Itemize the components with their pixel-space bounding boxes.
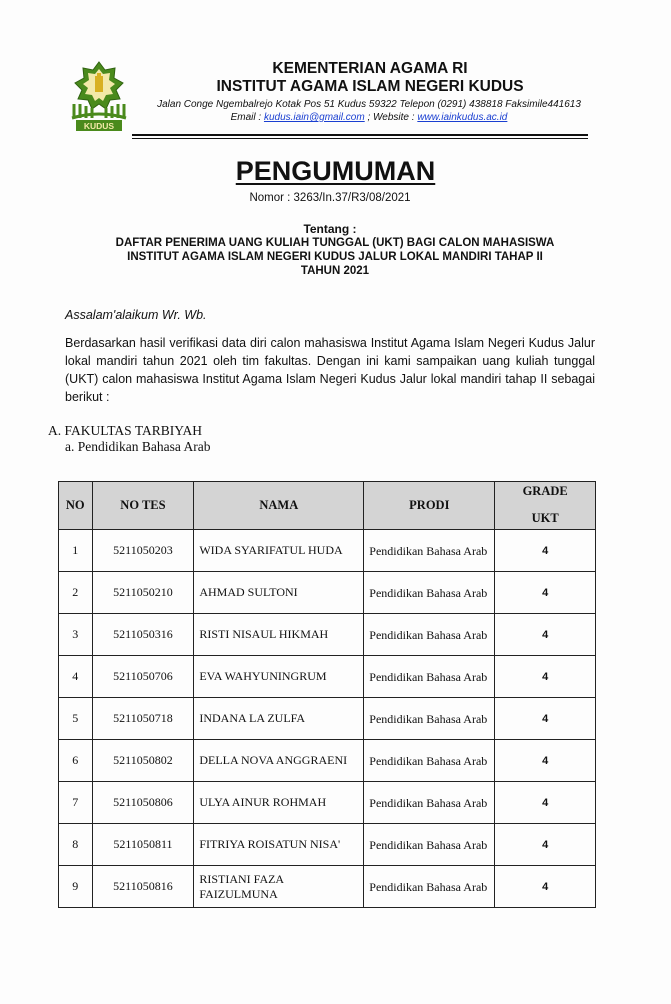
email-link[interactable]: kudus.iain@gmail.com — [263, 112, 365, 123]
address-line: Jalan Conge Ngembalrejo Kotak Pos 51 Kudus 59322 Telepon (0291) 438818 Faksimile441613 — [157, 99, 581, 110]
table-header-row — [59, 482, 596, 530]
subject-text — [40, 236, 630, 278]
table-row — [59, 614, 596, 656]
cell-no: 1 — [59, 530, 93, 572]
iain-kudus-logo — [66, 60, 132, 132]
cell-no-tes: 5211050811 — [92, 824, 194, 866]
cell-grade: 4 — [495, 824, 596, 866]
cell-nama: RISTI NISAUL HIKMAH — [194, 614, 364, 656]
cell-prodi: Pendidikan Bahasa Arab — [364, 782, 495, 824]
cell-nama: EVA WAHYUNINGRUM — [194, 656, 364, 698]
cell-no-tes: 5211050210 — [92, 572, 194, 614]
contact-line — [134, 112, 604, 123]
org-line-ministry: KEMENTERIAN AGAMA RI — [272, 60, 468, 77]
cell-no: 9 — [59, 866, 93, 908]
cell-no-tes: 5211050806 — [92, 782, 194, 824]
cell-nama: AHMAD SULTONI — [194, 572, 364, 614]
cell-prodi: Pendidikan Bahasa Arab — [364, 698, 495, 740]
col-header-nama: NAMA — [194, 482, 364, 530]
cell-no: 2 — [59, 572, 93, 614]
col-header-prodi: PRODI — [364, 482, 495, 530]
col-header-grade — [495, 482, 596, 530]
cell-no-tes: 5211050316 — [92, 614, 194, 656]
website-label: ; Website : — [364, 112, 418, 123]
table-row — [59, 530, 596, 572]
cell-prodi: Pendidikan Bahasa Arab — [364, 656, 495, 698]
document-number: Nomor : 3263/In.37/R3/08/2021 — [249, 192, 411, 204]
letterhead-rule-thin — [132, 138, 588, 139]
letterhead-rule — [132, 134, 588, 136]
website-link[interactable]: www.iainkudus.ac.id — [417, 112, 508, 123]
cell-grade: 4 — [495, 572, 596, 614]
table-row — [59, 656, 596, 698]
cell-prodi: Pendidikan Bahasa Arab — [364, 614, 495, 656]
svg-text:KUDUS: KUDUS — [83, 121, 115, 131]
cell-prodi: Pendidikan Bahasa Arab — [364, 866, 495, 908]
cell-grade: 4 — [495, 614, 596, 656]
intro-paragraph: Berdasarkan hasil verifikasi data diri calon mahasiswa Institut Agama Islam Negeri Kudus Jalur lokal mandiri tahun 2021 oleh tim fakultas. Dengan ini kami sampaikan uang kuliah tunggal (UKT) calon mahasiswa Institut Agama Islam Negeri Kudus Jalur lokal mandiri tahap II sebagai berikut : — [65, 336, 595, 404]
cell-grade: 4 — [495, 530, 596, 572]
cell-no: 8 — [59, 824, 93, 866]
cell-nama: ULYA AINUR ROHMAH — [194, 782, 364, 824]
cell-grade: 4 — [495, 656, 596, 698]
table-row — [59, 740, 596, 782]
table-row — [59, 698, 596, 740]
subject-label: Tentang : — [303, 222, 357, 236]
cell-nama: DELLA NOVA ANGGRAENI — [194, 740, 364, 782]
cell-prodi: Pendidikan Bahasa Arab — [364, 530, 495, 572]
subject-line-1: DAFTAR PENERIMA UANG KULIAH TUNGGAL (UKT) BAGI CALON MAHASISWA — [115, 237, 555, 249]
greeting: Assalam'alaikum Wr. Wb. — [65, 308, 207, 322]
announcement-title: PENGUMUMAN — [235, 156, 436, 186]
subsection-heading: a. Pendidikan Bahasa Arab — [65, 439, 211, 454]
cell-nama: FITRIYA ROISATUN NISA' — [194, 824, 364, 866]
cell-no-tes: 5211050706 — [92, 656, 194, 698]
col-header-no-tes: NO TES — [92, 482, 194, 530]
cell-no: 4 — [59, 656, 93, 698]
cell-no-tes: 5211050802 — [92, 740, 194, 782]
cell-grade: 4 — [495, 698, 596, 740]
table-row — [59, 782, 596, 824]
cell-nama: RISTIANI FAZA FAIZULMUNA — [194, 866, 364, 908]
col-header-grade-line2: UKT — [531, 510, 559, 525]
cell-no-tes: 5211050203 — [92, 530, 194, 572]
table-row — [59, 866, 596, 908]
cell-no: 5 — [59, 698, 93, 740]
email-label: Email : — [230, 112, 264, 123]
section-heading: A. FAKULTAS TARBIYAH — [48, 423, 202, 438]
cell-nama: WIDA SYARIFATUL HUDA — [194, 530, 364, 572]
cell-no: 3 — [59, 614, 93, 656]
subject-line-2: INSTITUT AGAMA ISLAM NEGERI KUDUS JALUR LOKAL MANDIRI TAHAP II — [127, 251, 543, 263]
ukt-recipients-table — [58, 481, 596, 908]
cell-grade: 4 — [495, 866, 596, 908]
cell-prodi: Pendidikan Bahasa Arab — [364, 824, 495, 866]
cell-prodi: Pendidikan Bahasa Arab — [364, 572, 495, 614]
col-header-grade-line1: GRADE — [522, 483, 568, 498]
subject-line-3: TAHUN 2021 — [300, 265, 370, 277]
cell-nama: INDANA LA ZULFA — [194, 698, 364, 740]
org-line-institute: INSTITUT AGAMA ISLAM NEGERI KUDUS — [216, 78, 524, 95]
table-row — [59, 824, 596, 866]
cell-no: 6 — [59, 740, 93, 782]
table-row — [59, 572, 596, 614]
cell-grade: 4 — [495, 782, 596, 824]
cell-no-tes: 5211050816 — [92, 866, 194, 908]
cell-prodi: Pendidikan Bahasa Arab — [364, 740, 495, 782]
cell-no-tes: 5211050718 — [92, 698, 194, 740]
cell-no: 7 — [59, 782, 93, 824]
col-header-no: NO — [59, 482, 93, 530]
cell-grade: 4 — [495, 740, 596, 782]
